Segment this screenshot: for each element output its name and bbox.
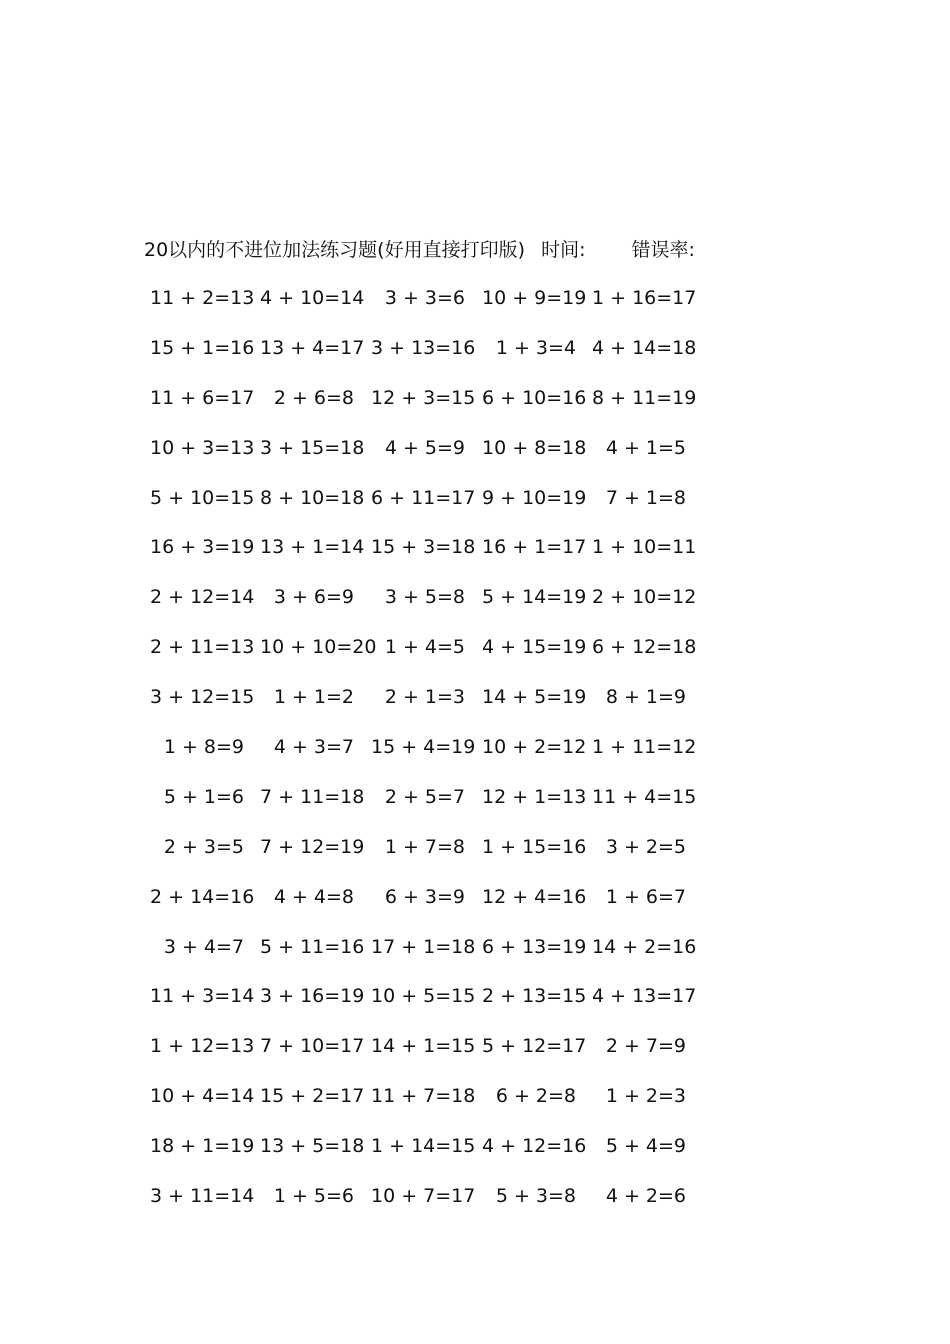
addition-problem: 1 + 10=11 (592, 536, 697, 559)
addition-problem: 10 + 4=14 (150, 1085, 255, 1108)
addition-problem: 3 + 12=15 (150, 686, 255, 709)
addition-problem: 6 + 10=16 (482, 386, 587, 409)
addition-problem: 5 + 14=19 (482, 586, 587, 609)
addition-problem: 5 + 11=16 (260, 935, 365, 958)
time-label: 时间: (541, 239, 586, 261)
addition-problem: 12 + 1=13 (482, 785, 587, 808)
addition-problem: 10 + 9=19 (482, 287, 587, 309)
addition-problem: 8 + 10=18 (260, 486, 365, 509)
addition-problem: 11 + 2=13 (150, 287, 255, 309)
problem-row (150, 883, 710, 933)
addition-problem: 1 + 11=12 (592, 736, 697, 759)
addition-problem: 17 + 1=18 (371, 935, 476, 958)
addition-problem: 7 + 1=8 (605, 486, 686, 509)
addition-problem: 1 + 5=6 (273, 1185, 354, 1208)
addition-problem: 18 + 1=19 (150, 1135, 255, 1158)
addition-problem: 10 + 3=13 (150, 436, 255, 459)
addition-problem: 11 + 3=14 (150, 985, 255, 1008)
addition-problem: 10 + 2=12 (482, 736, 587, 759)
addition-problem: 3 + 11=14 (150, 1185, 255, 1208)
addition-problem: 10 + 5=15 (371, 985, 476, 1008)
addition-problem: 6 + 13=19 (482, 935, 587, 958)
addition-problem: 2 + 3=5 (163, 835, 244, 858)
addition-problem: 3 + 15=18 (260, 436, 365, 459)
addition-problem: 8 + 11=19 (592, 386, 697, 409)
addition-problem: 5 + 1=6 (163, 785, 244, 808)
worksheet-title: 20以内的不进位加法练习题(好用直接打印版) (144, 239, 526, 261)
addition-problem: 2 + 7=9 (605, 1035, 686, 1058)
addition-problem: 1 + 16=17 (592, 287, 697, 309)
problem-row (150, 633, 710, 683)
addition-problem: 11 + 7=18 (371, 1085, 476, 1108)
addition-problem: 10 + 10=20 (260, 636, 377, 659)
addition-problem: 5 + 4=9 (605, 1135, 686, 1158)
problem-row (150, 533, 710, 583)
addition-problem: 3 + 16=19 (260, 985, 365, 1008)
problem-row (150, 334, 710, 384)
addition-problem: 1 + 2=3 (605, 1085, 686, 1108)
addition-problem: 7 + 11=18 (260, 785, 365, 808)
addition-problem: 12 + 4=16 (482, 885, 587, 908)
addition-problem: 3 + 4=7 (163, 935, 244, 958)
addition-problem: 6 + 2=8 (495, 1085, 576, 1108)
addition-problem: 14 + 1=15 (371, 1035, 476, 1058)
addition-problem: 2 + 13=15 (482, 985, 587, 1008)
addition-problem: 5 + 12=17 (482, 1035, 587, 1058)
problem-row (150, 1132, 710, 1182)
problem-row (150, 384, 710, 434)
addition-problem: 2 + 6=8 (273, 386, 354, 409)
addition-problem: 8 + 1=9 (605, 686, 686, 709)
problem-row (150, 982, 710, 1032)
problem-row (150, 1182, 710, 1232)
addition-problem: 14 + 2=16 (592, 935, 697, 958)
addition-problem: 7 + 10=17 (260, 1035, 365, 1058)
problem-row (150, 1032, 710, 1082)
addition-problem: 4 + 3=7 (273, 736, 354, 759)
worksheet-header (144, 236, 695, 264)
addition-problem: 1 + 7=8 (384, 835, 465, 858)
problem-row (150, 1082, 710, 1132)
addition-problem: 1 + 6=7 (605, 885, 686, 908)
addition-problem: 4 + 10=14 (260, 287, 365, 309)
addition-problem: 10 + 7=17 (371, 1185, 476, 1208)
addition-problem: 1 + 14=15 (371, 1135, 476, 1158)
problem-row (150, 484, 710, 534)
problem-row (150, 933, 710, 983)
addition-problem: 3 + 3=6 (384, 287, 465, 309)
addition-problem: 2 + 1=3 (384, 686, 465, 709)
addition-problem: 1 + 1=2 (273, 686, 354, 709)
addition-problem: 14 + 5=19 (482, 686, 587, 709)
addition-problem: 3 + 13=16 (371, 336, 476, 359)
addition-problem: 7 + 12=19 (260, 835, 365, 858)
addition-problem: 2 + 12=14 (150, 586, 255, 609)
addition-problem: 5 + 10=15 (150, 486, 255, 509)
addition-problem: 12 + 3=15 (371, 386, 476, 409)
addition-problem: 4 + 2=6 (605, 1185, 686, 1208)
addition-problem: 1 + 8=9 (163, 736, 244, 759)
addition-problem: 4 + 15=19 (482, 636, 587, 659)
addition-problem: 4 + 13=17 (592, 985, 697, 1008)
addition-problem: 11 + 4=15 (592, 785, 697, 808)
addition-problem: 6 + 11=17 (371, 486, 476, 509)
addition-problem: 10 + 8=18 (482, 436, 587, 459)
addition-problem: 4 + 14=18 (592, 336, 697, 359)
problem-row (150, 284, 710, 334)
addition-problem: 2 + 14=16 (150, 885, 255, 908)
addition-problem: 4 + 5=9 (384, 436, 465, 459)
addition-problem: 15 + 1=16 (150, 336, 255, 359)
addition-problem: 11 + 6=17 (150, 386, 255, 409)
addition-problem: 4 + 12=16 (482, 1135, 587, 1158)
addition-problem: 1 + 15=16 (482, 835, 587, 858)
addition-problem: 1 + 3=4 (495, 336, 576, 359)
addition-problem: 3 + 2=5 (605, 835, 686, 858)
addition-problem: 4 + 1=5 (605, 436, 686, 459)
addition-problem: 2 + 11=13 (150, 636, 255, 659)
addition-problem: 2 + 5=7 (384, 785, 465, 808)
problem-row (150, 683, 710, 733)
addition-problem: 3 + 6=9 (273, 586, 354, 609)
problem-row (150, 783, 710, 833)
addition-problem: 9 + 10=19 (482, 486, 587, 509)
problem-grid (150, 284, 710, 1232)
problem-row (150, 833, 710, 883)
problem-row (150, 583, 710, 633)
addition-problem: 1 + 4=5 (384, 636, 465, 659)
addition-problem: 13 + 4=17 (260, 336, 365, 359)
addition-problem: 15 + 4=19 (371, 736, 476, 759)
addition-problem: 5 + 3=8 (495, 1185, 576, 1208)
addition-problem: 15 + 2=17 (260, 1085, 365, 1108)
addition-problem: 3 + 5=8 (384, 586, 465, 609)
addition-problem: 1 + 12=13 (150, 1035, 255, 1058)
addition-problem: 6 + 3=9 (384, 885, 465, 908)
addition-problem: 15 + 3=18 (371, 536, 476, 559)
addition-problem: 16 + 3=19 (150, 536, 255, 559)
addition-problem: 16 + 1=17 (482, 536, 587, 559)
problem-row (150, 733, 710, 783)
error-rate-label: 错误率: (631, 239, 695, 261)
addition-problem: 13 + 5=18 (260, 1135, 365, 1158)
addition-problem: 6 + 12=18 (592, 636, 697, 659)
problem-row (150, 434, 710, 484)
addition-problem: 13 + 1=14 (260, 536, 365, 559)
addition-problem: 4 + 4=8 (273, 885, 354, 908)
addition-problem: 2 + 10=12 (592, 586, 697, 609)
